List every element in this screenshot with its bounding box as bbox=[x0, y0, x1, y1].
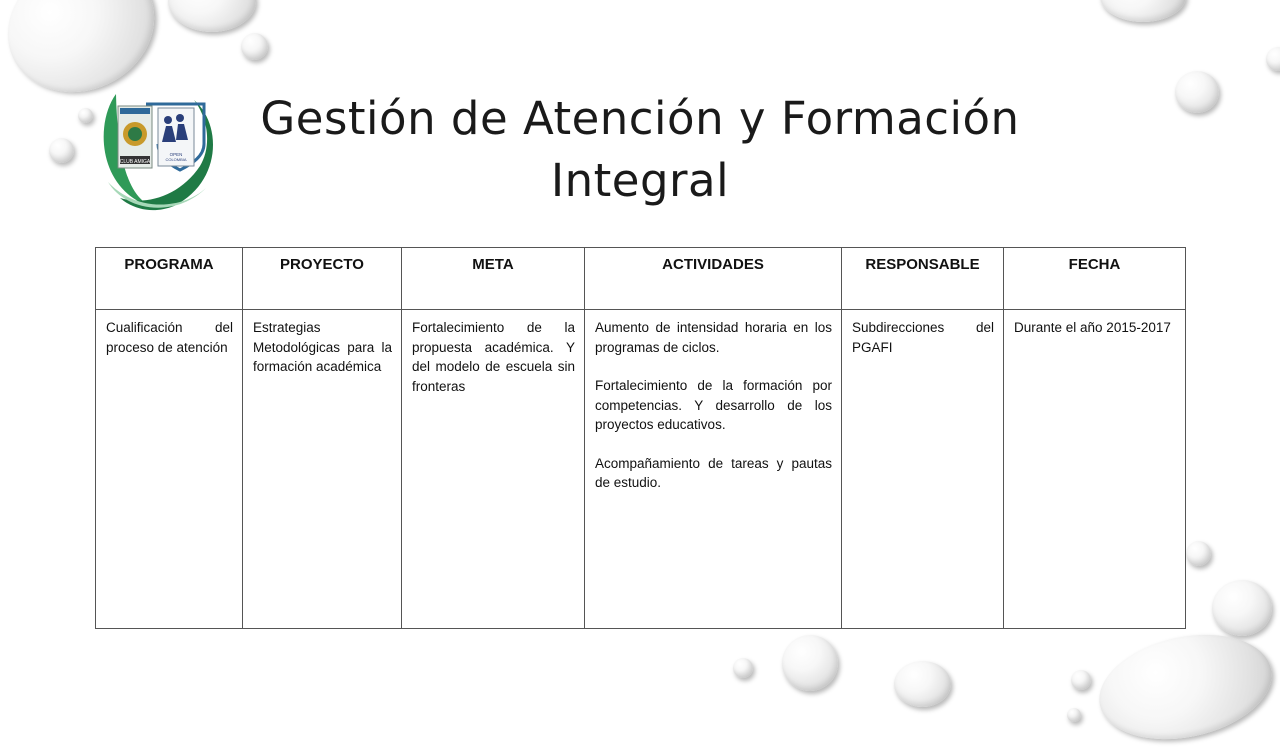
water-drop-decoration bbox=[1212, 580, 1272, 636]
header-meta: META bbox=[402, 248, 585, 310]
water-drop-decoration bbox=[168, 0, 256, 32]
water-drop-decoration bbox=[733, 658, 753, 678]
school-crest-logo bbox=[96, 84, 224, 216]
water-drop-decoration bbox=[78, 108, 93, 123]
header-programa: PROGRAMA bbox=[96, 248, 243, 310]
water-drop-decoration bbox=[1266, 47, 1280, 71]
cell-responsable: Subdirecciones del PGAFI bbox=[842, 310, 1004, 629]
water-drop-decoration bbox=[894, 661, 951, 707]
cell-fecha: Durante el año 2015-2017 bbox=[1004, 310, 1186, 629]
table-row bbox=[96, 310, 1186, 629]
water-drop-decoration bbox=[1071, 670, 1091, 690]
school-crest-icon bbox=[96, 84, 224, 216]
slide-title-line-1: Gestión de Atención y Formación bbox=[260, 92, 1020, 145]
water-drop-decoration bbox=[782, 635, 838, 691]
water-drop-decoration bbox=[1090, 620, 1280, 754]
cell-programa: Cualificación del proceso de atención bbox=[96, 310, 243, 629]
water-drop-decoration bbox=[49, 138, 74, 163]
water-drop-decoration bbox=[241, 33, 268, 60]
header-fecha: FECHA bbox=[1004, 248, 1186, 310]
header-proyecto: PROYECTO bbox=[243, 248, 402, 310]
water-drop-decoration bbox=[1186, 541, 1211, 566]
svg-text:CLUB AMIGA: CLUB AMIGA bbox=[119, 159, 151, 165]
water-drop-decoration bbox=[1175, 71, 1219, 113]
plan-table bbox=[95, 247, 1186, 629]
slide-title bbox=[240, 88, 1040, 212]
cell-actividades bbox=[585, 310, 842, 629]
header-responsable: RESPONSABLE bbox=[842, 248, 1004, 310]
slide-title-line-2: Integral bbox=[550, 154, 730, 207]
activity-item: Acompañamiento de tareas y pautas de estudio. bbox=[595, 455, 832, 490]
cell-proyecto: Estrategias Metodológicas para la formación académica bbox=[243, 310, 402, 629]
cell-meta: Fortalecimiento de la propuesta académica. Y del modelo de escuela sin fronteras bbox=[402, 310, 585, 629]
svg-text:COLOMBIA: COLOMBIA bbox=[165, 157, 187, 162]
table-header-row bbox=[96, 248, 1186, 310]
water-drop-decoration bbox=[1100, 0, 1186, 22]
header-actividades: ACTIVIDADES bbox=[585, 248, 842, 310]
svg-text:OPEN: OPEN bbox=[169, 152, 183, 157]
activity-item: Fortalecimiento de la formación por competencias. Y desarrollo de los proyectos educativos. bbox=[595, 378, 832, 432]
activity-item: Aumento de intensidad horaria en los programas de ciclos. bbox=[595, 320, 832, 355]
